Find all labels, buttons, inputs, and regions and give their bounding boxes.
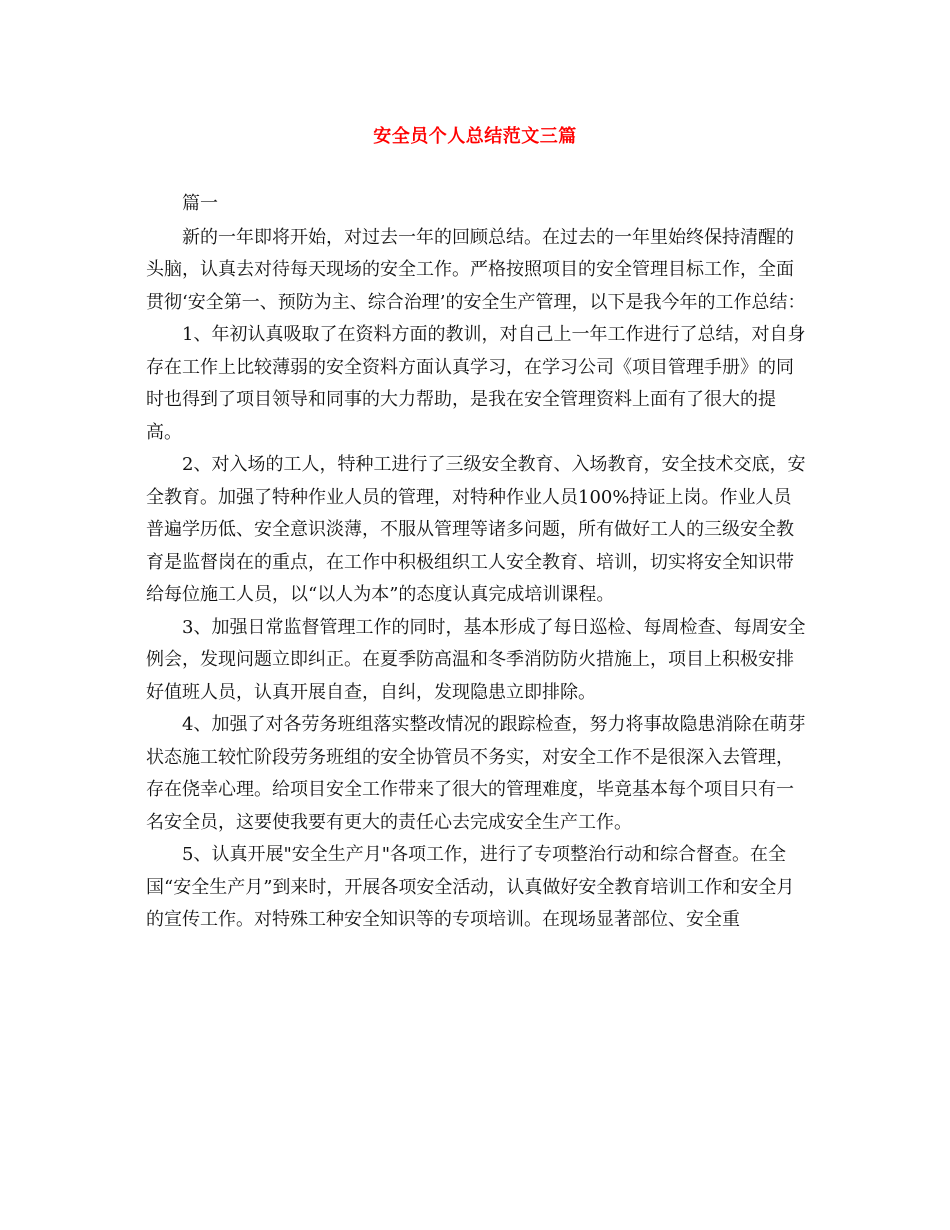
paragraph-item-2: 2、对入场的工人，特种工进行了三级安全教育、入场教育，安全技术交底，安全教育。加强了特种作业人员的管理，对特种作业人员100%持证上岗。作业人员普遍学历低、安全意识淡薄，不服从管理等诸多问题，所有做好工人的三级安全教育是监督岗在的重点，在工作中积极组织工人安全教育、培训，切实将安全知识带给每位施工人员，以“以人为本”的态度认真完成培训课程。 — [146, 454, 806, 605]
paragraph-intro: 新的一年即将开始，对过去一年的回顾总结。在过去的一年里始终保持清醒的头脑，认真去对待每天现场的安全工作。严格按照项目的安全管理目标工作，全面贯彻‘安全第一、预防为主、综合治理’的安全生产管理，以下是我今年的工作总结： — [146, 226, 806, 313]
paragraph-item-1: 1、年初认真吸取了在资料方面的教训，对自己上一年工作进行了总结，对自身存在工作上比较薄弱的安全资料方面认真学习，在学习公司《项目管理手册》的同时也得到了项目领导和同事的大力帮助，是我在安全管理资料上面有了很大的提高。 — [146, 324, 806, 443]
paragraph-item-5: 5、认真开展"安全生产月"各项工作，进行了专项整治行动和综合督查。在全国“安全生产月”到来时，开展各项安全活动，认真做好安全教育培训工作和安全月的宣传工作。对特殊工种安全知识等的专项培训。在现场显著部位、安全重 — [146, 844, 795, 930]
document-title: 安全员个人总结范文三篇 — [373, 126, 577, 147]
paragraph-item-3: 3、加强日常监督管理工作的同时，基本形成了每日巡检、每周检查、每周安全例会，发现问题立即纠正。在夏季防高温和冬季消防防火措施上，项目上积极安排好值班人员，认真开展自查，自纠，发现隐患立即排除。 — [146, 616, 806, 703]
section-heading: 篇一 — [182, 193, 218, 214]
paragraph-item-4: 4、加强了对各劳务班组落实整改情况的跟踪检查，努力将事故隐患消除在萌芽状态施工较忙阶段劳务班组的安全协管员不务实，对安全工作不是很深入去管理，存在侥幸心理。给项目安全工作带来了很大的管理难度，毕竟基本每个项目只有一名安全员，这要使我要有更大的责任心去完成安全生产工作。 — [146, 714, 806, 833]
document-body — [146, 188, 806, 937]
